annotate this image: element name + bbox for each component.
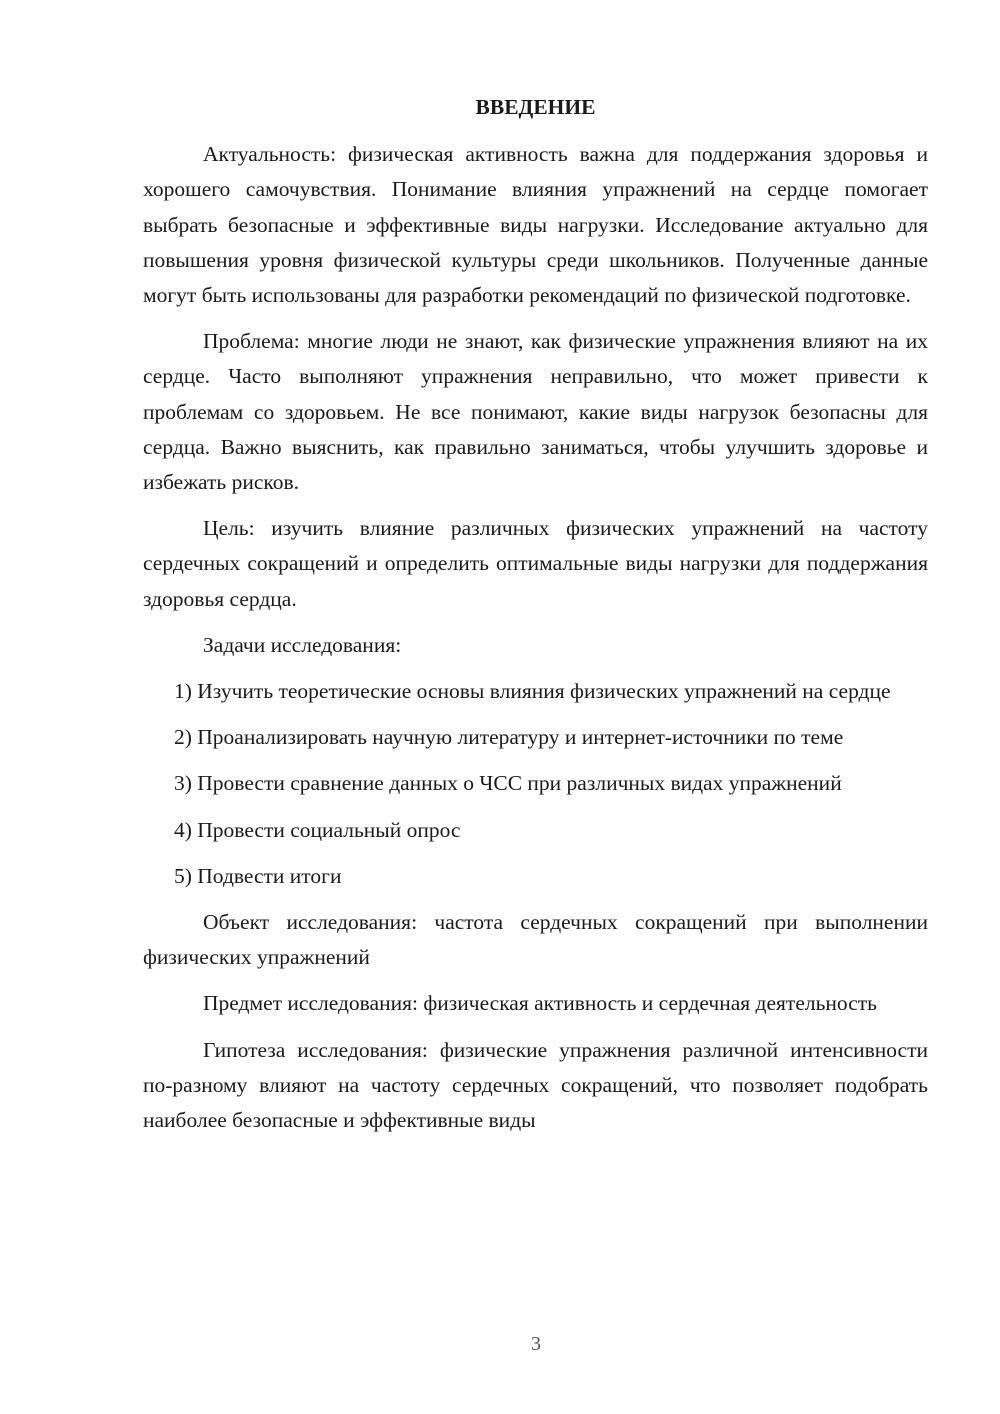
task-item-2: 2) Проанализировать научную литературу и интернет-источники по теме bbox=[174, 725, 844, 750]
section-title: ВВЕДЕНИЕ bbox=[475, 95, 596, 119]
paragraph-problem: Проблема: многие люди не знают, как физические упражнения влияют на их сердце. Часто выполняют упражнения неправильно, что может привести к проблемам со здоровьем. Не все понимают, какие виды нагрузок безопасны для сердца. Важно выяснить, как правильно заниматься, чтобы улучшить здоровье и избежать рисков. bbox=[143, 329, 928, 495]
task-item-3: 3) Провести сравнение данных о ЧСС при различных видах упражнений bbox=[174, 771, 842, 796]
task-item-4: 4) Провести социальный опрос bbox=[174, 817, 461, 842]
paragraph-goal: Цель: изучить влияние различных физических упражнений на частоту сердечных сокращений и определить оптимальные виды нагрузки для поддержания здоровья сердца. bbox=[143, 516, 928, 611]
task-item-1: 1) Изучить теоретические основы влияния физических упражнений на сердце bbox=[174, 679, 891, 704]
paragraph-subject: Предмет исследования: физическая активность и сердечная деятельность bbox=[203, 991, 877, 1016]
paragraph-relevance: Актуальность: физическая активность важна для поддержания здоровья и хорошего самочувствия. Понимание влияния упражнений на сердце помогает выбрать безопасные и эффективные виды нагрузки. Исследование актуально для повышения уровня физической культуры среди школьников. Полученные данные могут быть использованы для разработки рекомендаций по физической подготовке. bbox=[143, 142, 928, 308]
page-number: 3 bbox=[531, 1333, 541, 1355]
paragraph-hypothesis: Гипотеза исследования: физические упражнения различной интенсивности по-разному влияют на частоту сердечных сокращений, что позволяет подобрать наиболее безопасные и эффективные виды bbox=[143, 1037, 928, 1133]
paragraph-object: Объект исследования: частота сердечных сокращений при выполнении физических упражнений bbox=[143, 910, 928, 970]
paragraph-tasks-heading: Задачи исследования: bbox=[203, 632, 402, 657]
document-page bbox=[143, 90, 928, 1138]
task-item-5: 5) Подвести итоги bbox=[174, 863, 342, 888]
